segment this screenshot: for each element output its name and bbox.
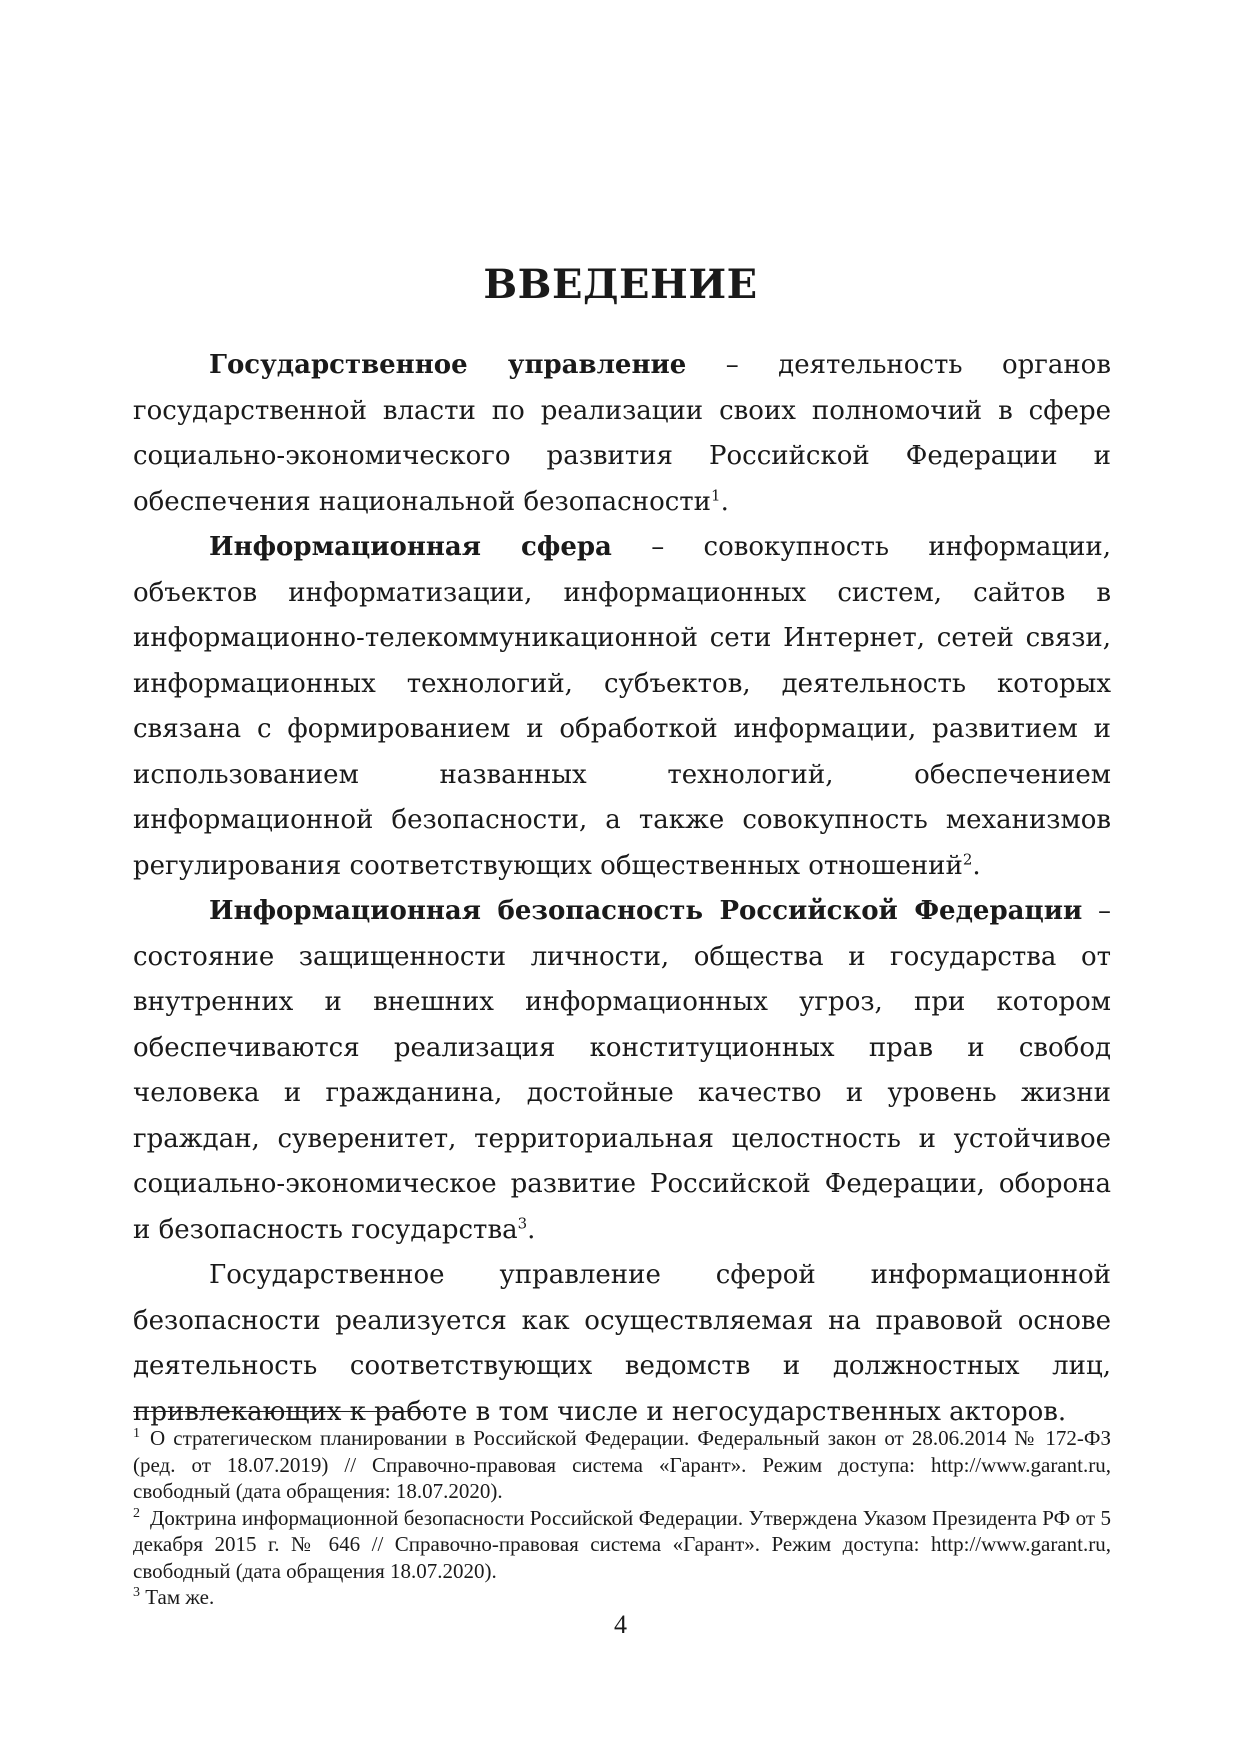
paragraph-state-management — [133, 1253, 1111, 1435]
paragraph-text: Государственное управление сферой информационной безопасности реализуется как осуществляемая на правовой основе деятельность соответствующих ведомств и должностных лиц, привлекающих к работе в том числе и негосударственных акторов. — [133, 1260, 1111, 1427]
paragraph-public-administration: Государственное управление – деятельность органов государственной власти по реализации своих полномочий в сфере социально-экономического развития Российской Федерации и обеспечения национальной безопасности$^1$. — [133, 350, 1111, 517]
footnote-divider — [133, 1411, 429, 1412]
footnote-item — [133, 1505, 1111, 1585]
body-text — [133, 343, 1111, 1435]
page-title: ВВЕДЕНИЕ — [483, 260, 758, 308]
footnote-mark: 3 — [133, 1585, 140, 1600]
footnote-ref[interactable]: 3 — [517, 1213, 528, 1232]
paragraph-text: – деятельность органов государственной власти по реализации своих полномочий в сфере социально-экономического развития Российской Федерации и обеспечения национальной безопасности — [133, 350, 1111, 517]
footnotes — [133, 1425, 1111, 1611]
term-information-security: Информационная безопасность Российской Федерации — [209, 896, 1083, 926]
footnote-item — [133, 1425, 1111, 1505]
footnote-ref[interactable]: 2 — [962, 849, 973, 868]
paragraph-information-security: Информационная безопасность Российской Федерации – состояние защищенности личности, общества и государства от внутренних и внешних информационных угроз, при котором обеспечиваются реализация конституционных прав и свобод человека и гражданина, достойные качество и уровень жизни граждан, суверенитет, территориальная целостность и устойчивое социально-экономическое развитие Российской Федерации, оборона и безопасность государства$^3$. — [133, 896, 1112, 1245]
paragraph-information-sphere: Информационная сфера – совокупность информации, объектов информатизации, информационных систем, сайтов в информационно-телекоммуникационной сети Интернет, сетей связи, информационных технологий, субъектов, деятельность которых связана с формированием и обработкой информации, развитием и использованием названных технологий, обеспечением информационной безопасности, а также совокупность механизмов регулирования соответствующих общественных отношений$^2$. — [133, 532, 1111, 881]
footnote-item — [133, 1584, 1111, 1611]
paragraph-text: – совокупность информации, объектов информатизации, информационных систем, сайтов в информационно-телекоммуникационной сети Интернет, сетей связи, информационных технологий, субъектов, деятельность которых связана с формированием и обработкой информации, развитием и использованием названных технологий, обеспечением информационной безопасности, а также совокупность механизмов регулирования соответствующих общественных отношений — [133, 532, 1111, 881]
footnote-mark: 2 — [133, 1505, 140, 1521]
footnote-text: О стратегическом планировании в Российской Федерации. Федеральный закон от 28.06.2014 № 172-ФЗ (ред. от 18.07.2019) // Справочно-правовая система «Гарант». Режим доступа: http://www.garant.ru, свободный (дата обращения: 18.07.2020). — [133, 1426, 1111, 1503]
footnote-ref[interactable]: 1 — [711, 485, 721, 504]
paragraph-text: – состояние защищенности личности, общества и государства от внутренних и внешних информационных угроз, при котором обеспечиваются реализация конституционных прав и свобод человека и гражданина, достойные качество и уровень жизни граждан, суверенитет, территориальная целостность и устойчивое социально-экономическое развитие Российской Федерации, оборона и безопасность государства — [133, 896, 1112, 1245]
term-information-sphere: Информационная сфера — [209, 532, 612, 562]
term-public-administration: Государственное управление — [209, 350, 687, 380]
footnote-text: Там же. — [145, 1585, 215, 1609]
footnote-mark: 1 — [133, 1426, 140, 1441]
footnote-text: Доктрина информационной безопасности Российской Федерации. Утверждена Указом Президента РФ от 5 декабря 2015 г. № 646 // Справочно-правовая система «Гарант». Режим доступа: http://www.garant.ru, свободный (дата обращения 18.07.2020). — [133, 1505, 1111, 1583]
page-number: 4 — [614, 1610, 627, 1639]
